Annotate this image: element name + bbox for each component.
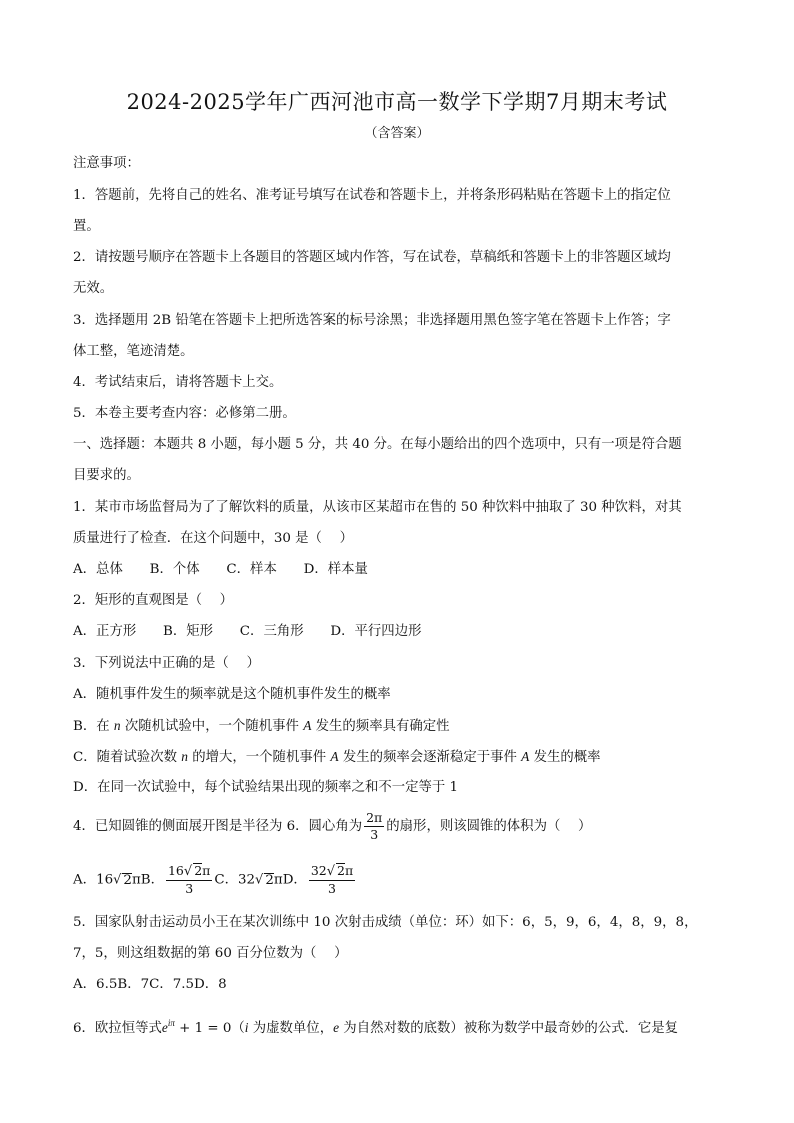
q2-stem: 2．矩形的直观图是（ ） — [73, 593, 234, 608]
notice-item-5: 5．本卷主要考查内容：必修第二册。 — [73, 406, 296, 421]
q2-options: A．正方形 B．矩形 C．三角形 D．平行四边形 — [73, 624, 422, 639]
q5-options: A．6.5B．7C．7.5D．8 — [73, 977, 227, 992]
notice-item-4: 4．考试结束后，请将答题卡上交。 — [73, 375, 283, 390]
notice-item-3-line-2: 体工整，笔迹清楚。 — [73, 344, 194, 359]
q4-angle-fraction: $\frac{2\pi}{3}$ — [366, 810, 383, 842]
notice-item-3-line-1: 3．选择题用 2B 铅笔在答题卡上把所选答案的标号涂黑；非选择题用黑色签字笔在答题卡上作答；字 — [73, 313, 671, 328]
q3-stem: 3．下列说法中正确的是（ ） — [73, 656, 260, 671]
exam-title: 2024-2025学年广西河池市高一数学下学期7月期末考试 — [126, 90, 668, 114]
exam-subtitle: （含答案） — [364, 126, 430, 141]
notice-item-1-line-1: 1．答题前，先将自己的姓名、准考证号填写在试卷和答题卡上，并将条形码粘贴在答题卡上的指定位 — [73, 188, 671, 203]
q5-stem-line-2: 7，5，则这组数据的第 60 百分位数为（ ） — [73, 946, 348, 961]
notice-item-1-line-2: 置。 — [73, 219, 100, 234]
q4-option-d-fraction: $\frac{32√ 2\pi}{3}$ — [310, 863, 354, 896]
notice-heading: 注意事项： — [73, 156, 140, 171]
q1-stem-line-1: 1．某市市场监督局为了了解饮料的质量，从该市区某超市在售的 50 种饮料中抽取了 30 种饮料，对其 — [73, 500, 682, 515]
section-1-heading-line-2: 目要求的。 — [73, 468, 140, 483]
q4-option-b-fraction: $\frac{16√ 2\pi}{3}$ — [167, 863, 211, 896]
q1-stem-line-2: 质量进行了检查．在这个问题中，30 是（ ） — [73, 531, 353, 546]
q4-options: A．16√ 2πB． $\frac{16√ 2\pi}{3}$ C．32√ 2πD． $\frac{32√ 2\pi}{3}$ — [73, 863, 354, 896]
notice-item-2-line-1: 2．请按题号顺序在答题卡上各题目的答题区域内作答，写在试卷，草稿纸和答题卡上的非答题区域均 — [73, 250, 671, 265]
q4-stem: 4．已知圆锥的侧面展开图是半径为 6．圆心角为 $\frac{2\pi}{3}$ 的扇形，则该圆锥的体积为（ ） — [73, 810, 592, 842]
q3-option-b: B．在 n 次随机试验中，一个随机事件 A 发生的频率具有确定性 — [73, 718, 450, 734]
q6-stem-line-1: 6．欧拉恒等式$e^{i\pi} + 1 = 0(i$ 为虚数单位，e 为自然对数的底数）被称为数学中最奇妙的公式．它是复 — [73, 1018, 679, 1036]
q3-option-d: D．在同一次试验中，每个试验结果出现的频率之和不一定等于 1 — [73, 780, 459, 795]
q3-option-c: C．随着试验次数 n 的增大，一个随机事件 A 发生的频率会逐渐稳定于事件 A 发生的概率 — [73, 749, 601, 765]
q3-option-a: A．随机事件发生的频率就是这个随机事件发生的概率 — [73, 687, 391, 702]
q1-options: A．总体 B．个体 C．样本 D．样本量 — [73, 562, 368, 577]
q5-stem-line-1: 5．国家队射击运动员小王在某次训练中 10 次射击成绩（单位：环）如下：6，5，9，6，4，8，9，8， — [73, 915, 698, 930]
notice-item-2-line-2: 无效。 — [73, 281, 114, 296]
section-1-heading-line-1: 一、选择题：本题共 8 小题，每小题 5 分，共 40 分。在每小题给出的四个选项中，只有一项是符合题 — [73, 437, 682, 452]
